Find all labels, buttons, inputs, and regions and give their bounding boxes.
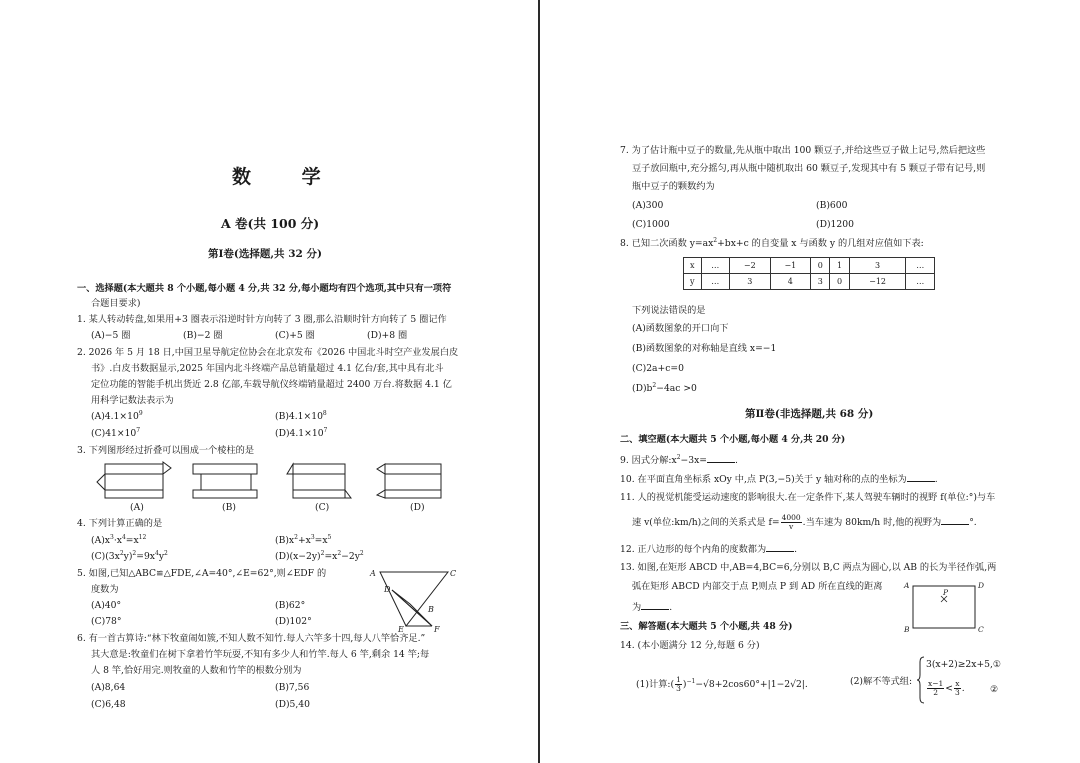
- table-cell: 1: [830, 258, 849, 274]
- q7-option-c: (C)1000: [632, 219, 670, 230]
- q1-option-b: (B)−2 圈: [183, 330, 223, 341]
- q4-option-b: $(B)x^2+x^3=x^5$: [275, 534, 332, 546]
- q13-label-d: D: [978, 581, 985, 590]
- question-7-line3: 瓶中豆子的颗数约为: [632, 181, 715, 192]
- q13-label-c: C: [978, 625, 984, 634]
- q13-label-p: P: [943, 588, 949, 597]
- question-1: 1. 某人转动转盘,如果用+3 圈表示沿逆时针方向转了 3 圈,那么沿顺时针方向转了 5 圈记作: [77, 314, 447, 325]
- question-11: 11. 人的视觉机能受运动速度的影响很大.在一定条件下,某人驾驶车辆时的视野 f(单位:°)与车: [620, 492, 996, 503]
- system-brace: [917, 656, 925, 704]
- q5-option-c: (C)78°: [91, 616, 122, 627]
- question-4: 4. 下列计算正确的是: [77, 518, 163, 529]
- q14-mark-2: ②: [990, 684, 999, 695]
- q5-triangle-figure: [368, 564, 460, 634]
- table-cell: x: [684, 258, 702, 274]
- table-cell: −12: [849, 274, 906, 290]
- q4-option-c: $(C)(3x^2y)^2=9x^4y^2$: [91, 550, 168, 562]
- question-13: 13. 如图,在矩形 ABCD 中,AB=4,BC=6,分别以 B,C 两点为圆心,以 AB 的长为半径作弧,两: [620, 562, 997, 573]
- q2-option-a: $(A)4.1\times 10^9$: [91, 410, 143, 422]
- q2-option-d: $(D)4.1\times 10^7$: [275, 427, 328, 439]
- q1-option-c: (C)+5 圈: [275, 330, 315, 341]
- answer-blank[interactable]: [941, 515, 969, 525]
- right-page: [541, 0, 1080, 763]
- q8-prompt: 下列说法错误的是: [632, 305, 706, 316]
- q2-option-b: $(B)4.1\times 10^8$: [275, 410, 327, 422]
- q3-option-d: (D): [410, 502, 425, 513]
- table-cell: −1: [770, 258, 811, 274]
- q3-option-b: (B): [222, 502, 236, 513]
- answer-blank[interactable]: [707, 453, 735, 463]
- q1-option-d: (D)+8 圈: [367, 330, 408, 341]
- q8-option-c: (C)2a+c=0: [632, 363, 684, 374]
- q5-label-e: E: [398, 625, 404, 634]
- question-12: 12. 正八边形的每个内角的度数都为 .: [620, 544, 798, 555]
- question-5-line2: 度数为: [91, 584, 119, 595]
- q14-part-1: (1)计算:( $\frac{1}{3}$ )$^{-1}$−√8+2cos60°+|1−2√2|.: [636, 675, 808, 693]
- section1-instructions-cont: 合题目要求): [91, 298, 141, 309]
- section1-instructions: 一、选择题(本大题共 8 个小题,每小题 4 分,共 32 分,每小题均有四个选项,其中只有一项符: [77, 283, 452, 294]
- table-cell: 0: [830, 274, 849, 290]
- q3-option-a: (A): [130, 502, 144, 513]
- table-cell: 0: [811, 258, 830, 274]
- table-row: [684, 258, 935, 274]
- q4-option-a: $(A)x^3\cdot x^4=x^{12}$: [91, 534, 147, 546]
- q6-option-c: (C)6,48: [91, 699, 126, 710]
- question-13-line2: 弧在矩形 ABCD 内部交于点 P,则点 P 到 AD 所在直线的距离: [632, 581, 883, 592]
- page-divider: [538, 0, 540, 763]
- section3-heading: 三、解答题(本大题共 5 个小题,共 48 分): [620, 621, 793, 632]
- question-7: 7. 为了估计瓶中豆子的数量,先从瓶中取出 100 颗豆子,并给这些豆子做上记号,然后把这些: [620, 145, 986, 156]
- q14-inequality-1: 3(x+2)≥2x+5,①: [926, 659, 1002, 670]
- q8-option-a: (A)函数图象的开口向下: [632, 323, 729, 334]
- question-7-line2: 豆子放回瓶中,充分摇匀,再从瓶中随机取出 60 颗豆子,发现其中有 5 颗豆子带有记号,则: [632, 163, 986, 174]
- table-cell: …: [701, 258, 730, 274]
- question-14: 14. (本小题满分 12 分,每题 6 分): [620, 640, 760, 651]
- q4-option-d: $(D)(x-2y)^2=x^2-2y^2$: [275, 550, 364, 562]
- q5-label-c: C: [450, 569, 457, 578]
- answer-blank[interactable]: [766, 542, 794, 552]
- table-cell: …: [701, 274, 730, 290]
- question-3: 3. 下列图形经过折叠可以围成一个棱柱的是: [77, 445, 255, 456]
- table-cell: …: [906, 274, 935, 290]
- q6-option-d: (D)5,40: [275, 699, 310, 710]
- q7-option-a: (A)300: [632, 200, 664, 211]
- question-11-line2: 速 v(单位:km/h)之间的关系式是 f= $\frac{4000}{v}$ .当车速为 80km/h 时,他的视野为 °.: [632, 513, 977, 531]
- q11-fraction: $\frac{4000}{v}$: [781, 513, 801, 531]
- q14-fraction: $\frac{1}{3}$: [676, 675, 681, 693]
- answer-blank[interactable]: [907, 472, 935, 482]
- question-2-line2: 书》.白皮书数据显示,2025 年国内北斗终端产品总销量超过 4.1 亿台/套,其中具有北斗: [91, 363, 444, 374]
- q13-rectangle-figure: [903, 578, 985, 636]
- q3-figure-a-left-triangle: [97, 474, 105, 490]
- q5-label-d: D: [384, 585, 391, 594]
- table-cell: −2: [730, 258, 771, 274]
- table-cell: 3: [811, 274, 830, 290]
- q5-label-b: B: [428, 605, 434, 614]
- answer-blank[interactable]: [641, 600, 669, 610]
- question-2: 2. 2026 年 5 月 18 日,中国卫星导航定位协会在北京发布《2026 中国北斗时空产业发展白皮: [77, 347, 459, 358]
- q13-label-b: B: [904, 625, 910, 634]
- question-5: 5. 如图,已知△ABC≌△FDE,∠A=40°,∠E=62°,则∠EDF 的: [77, 568, 327, 579]
- table-cell: 4: [770, 274, 811, 290]
- q2-option-c: $(C)41\times 10^7$: [91, 427, 141, 439]
- q14-inequality-2: $\frac{x-1}{2}$ < $\frac{x}{3}$ .: [928, 679, 965, 697]
- volume-1-heading: 第Ⅰ卷(选择题,共 32 分): [208, 248, 322, 260]
- q3-option-c: (C): [315, 502, 330, 513]
- q14-part-2-label: (2)解不等式组:: [850, 676, 913, 687]
- question-13-line3: 为 .: [632, 602, 673, 613]
- table-cell: y: [684, 274, 702, 290]
- volume-2-heading: 第Ⅱ卷(非选择题,共 68 分): [745, 408, 874, 420]
- question-6-line3: 人 8 竿,恰好用完.则牧童的人数和竹竿的根数分别为: [91, 665, 302, 676]
- table-cell: 3: [849, 258, 906, 274]
- question-6: 6. 有一首古算诗:“林下牧童闹如簇,不知人数不知竹.每人六竿多十四,每人八竿恰齐足.”: [77, 633, 426, 644]
- table-row: [684, 274, 935, 290]
- q7-option-b: (B)600: [816, 200, 848, 211]
- q5-label-f: F: [434, 625, 440, 634]
- q7-option-d: (D)1200: [816, 219, 854, 230]
- exam-title: 数 学: [232, 166, 343, 188]
- q5-label-a: A: [370, 569, 376, 578]
- q6-option-a: (A)8,64: [91, 682, 126, 693]
- question-2-line4: 用科学记数法表示为: [91, 395, 174, 406]
- q6-option-b: (B)7,56: [275, 682, 310, 693]
- question-2-line3: 定位功能的智能手机出货近 2.8 亿部,车载导航仪终端销量超过 2400 万台.将数据 4.1 亿: [91, 379, 452, 390]
- q1-option-a: (A)−5 圈: [91, 330, 131, 341]
- question-9: 9. 因式分解$:x^2-3x=$ .: [620, 454, 738, 466]
- q8-option-d: $(D)b^2-4ac >0$: [632, 382, 697, 394]
- q5-option-d: (D)102°: [275, 616, 312, 627]
- table-cell: …: [906, 258, 935, 274]
- q8-value-table: [683, 257, 935, 290]
- table-cell: 3: [730, 274, 771, 290]
- question-6-line2: 其大意是:牧童们在树下拿着竹竿玩耍,不知有多少人和竹竿.每人 6 竿,剩余 14 竿;每: [91, 649, 430, 660]
- q3-net-figures: [95, 460, 455, 502]
- question-8: 8. 已知二次函数 $y=ax^2+bx+c$ 的自变量 x 与函数 y 的几组对应值如下表:: [620, 237, 924, 249]
- q8-option-b: (B)函数图象的对称轴是直线 x=−1: [632, 343, 777, 354]
- q13-label-a: A: [904, 581, 910, 590]
- q5-option-a: (A)40°: [91, 600, 122, 611]
- left-page: [0, 0, 538, 763]
- question-10: 10. 在平面直角坐标系 xOy 中,点 P(3,−5)关于 y 轴对称的点的坐标为 .: [620, 474, 938, 485]
- volume-a-heading: A 卷(共 100 分): [221, 216, 320, 231]
- q5-option-b: (B)62°: [275, 600, 306, 611]
- section2-heading: 二、填空题(本大题共 5 个小题,每小题 4 分,共 20 分): [620, 434, 846, 445]
